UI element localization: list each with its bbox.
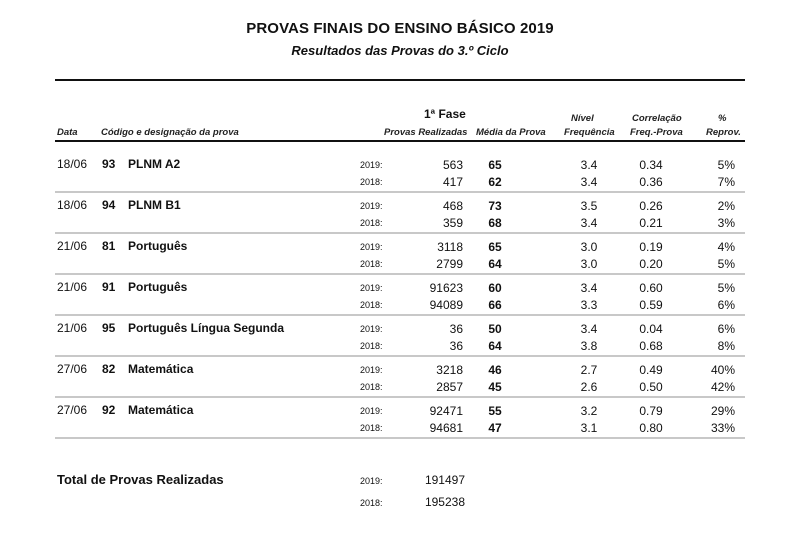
total-value-2019: 191497: [424, 473, 465, 487]
header-corr-2: Freq.-Prova: [630, 127, 683, 138]
year-label: 2019:: [360, 201, 383, 211]
provas-realizadas: 92471: [429, 404, 463, 418]
total-year-2019: 2019:: [360, 476, 383, 486]
nivel-frequencia: 3.8: [580, 339, 598, 353]
provas-realizadas: 91623: [429, 281, 463, 295]
media-prova: 65: [488, 158, 502, 172]
provas-realizadas: 417: [442, 175, 463, 189]
exam-name: Português: [128, 239, 188, 253]
provas-realizadas: 563: [442, 158, 463, 172]
header-corr-1: Correlação: [632, 113, 682, 124]
provas-realizadas: 94089: [429, 298, 463, 312]
table-row-2019: [55, 322, 745, 339]
exam-code: 95: [102, 321, 116, 335]
correlacao: 0.60: [639, 281, 663, 295]
percent-reprov: 5%: [717, 257, 735, 271]
correlacao: 0.49: [639, 363, 663, 377]
percent-reprov: 3%: [717, 216, 735, 230]
media-prova: 68: [488, 216, 502, 230]
provas-realizadas: 94681: [429, 421, 463, 435]
provas-realizadas: 359: [442, 216, 463, 230]
nivel-frequencia: 3.4: [580, 322, 598, 336]
nivel-frequencia: 2.7: [580, 363, 598, 377]
percent-reprov: 6%: [717, 298, 735, 312]
header-codigo: Código e designação da prova: [101, 127, 239, 138]
correlacao: 0.21: [639, 216, 663, 230]
exam-code: 94: [102, 198, 116, 212]
media-prova: 65: [488, 240, 502, 254]
exam-date: 21/06: [57, 321, 88, 335]
correlacao: 0.19: [639, 240, 663, 254]
table-row-2018: [55, 298, 745, 315]
exam-name: Português Língua Segunda: [128, 321, 285, 335]
percent-reprov: 2%: [717, 199, 735, 213]
media-prova: 46: [488, 363, 502, 377]
provas-realizadas: 468: [442, 199, 463, 213]
provas-realizadas: 3118: [437, 240, 463, 254]
media-prova: 55: [488, 404, 502, 418]
percent-reprov: 29%: [710, 404, 735, 418]
exam-date: 18/06: [57, 157, 88, 171]
correlacao: 0.50: [639, 380, 663, 394]
provas-realizadas: 3218: [436, 363, 463, 377]
exam-code: 91: [102, 280, 116, 294]
table-row-2018: [55, 421, 745, 438]
table-row-group: [55, 234, 745, 275]
table-row-2018: [55, 380, 745, 397]
exam-code: 93: [102, 157, 116, 171]
nivel-frequencia: 2.6: [580, 380, 598, 394]
percent-reprov: 7%: [717, 175, 735, 189]
year-label: 2018:: [360, 341, 383, 351]
year-label: 2019:: [360, 283, 383, 293]
correlacao: 0.79: [639, 404, 663, 418]
percent-reprov: 4%: [717, 240, 735, 254]
correlacao: 0.59: [639, 298, 663, 312]
nivel-frequencia: 3.0: [580, 257, 598, 271]
top-rule: [55, 79, 745, 81]
exam-name: Matemática: [128, 403, 194, 417]
exam-name: PLNM B1: [128, 198, 181, 212]
exam-date: 21/06: [57, 280, 88, 294]
table-row-group: [55, 193, 745, 234]
table-row-2019: [55, 281, 745, 298]
percent-reprov: 5%: [717, 158, 735, 172]
header-data: Data: [57, 127, 78, 138]
exam-date: 18/06: [57, 198, 88, 212]
media-prova: 73: [488, 199, 502, 213]
row-separator: [55, 437, 745, 439]
provas-realizadas: 2799: [436, 257, 463, 271]
table-row-group: [55, 398, 745, 439]
total-label: Total de Provas Realizadas: [57, 472, 224, 487]
percent-reprov: 33%: [710, 421, 735, 435]
table-row-2018: [55, 175, 745, 192]
media-prova: 64: [488, 339, 502, 353]
exam-name: Português: [128, 280, 188, 294]
document-title: PROVAS FINAIS DO ENSINO BÁSICO 2019: [246, 20, 554, 37]
correlacao: 0.04: [639, 322, 663, 336]
table-row-2018: [55, 216, 745, 233]
table-row-2018: [55, 257, 745, 274]
exam-code: 92: [102, 403, 116, 417]
document-subtitle: Resultados das Provas do 3.º Ciclo: [291, 43, 509, 58]
percent-reprov: 5%: [717, 281, 735, 295]
exam-date: 27/06: [57, 403, 88, 417]
media-prova: 45: [488, 380, 502, 394]
exam-date: 21/06: [57, 239, 88, 253]
table-row-2019: [55, 158, 745, 175]
year-label: 2018:: [360, 300, 383, 310]
year-label: 2018:: [360, 382, 383, 392]
nivel-frequencia: 3.3: [580, 298, 598, 312]
table-row-2019: [55, 240, 745, 257]
correlacao: 0.26: [639, 199, 663, 213]
header-pct-1: %: [718, 113, 727, 124]
table-row-2019: [55, 404, 745, 421]
nivel-frequencia: 3.5: [580, 199, 598, 213]
correlacao: 0.36: [639, 175, 663, 189]
correlacao: 0.80: [639, 421, 663, 435]
nivel-frequencia: 3.0: [580, 240, 598, 254]
media-prova: 66: [488, 298, 502, 312]
year-label: 2019:: [360, 365, 383, 375]
total-value-2018: 195238: [424, 495, 465, 509]
year-label: 2018:: [360, 423, 383, 433]
year-label: 2018:: [360, 177, 383, 187]
header-nivel-1: Nível: [571, 113, 594, 124]
percent-reprov: 42%: [710, 380, 735, 394]
nivel-frequencia: 3.4: [580, 216, 598, 230]
year-label: 2019:: [360, 242, 383, 252]
table-row-2018: [55, 339, 745, 356]
year-label: 2019:: [360, 324, 383, 334]
table-row-group: [55, 357, 745, 398]
header-nivel-2: Frequência: [564, 127, 615, 138]
table-row-2019: [55, 199, 745, 216]
table-row-group: [55, 316, 745, 357]
media-prova: 50: [488, 322, 502, 336]
nivel-frequencia: 3.1: [580, 421, 598, 435]
header-provas-realizadas: Provas Realizadas: [384, 127, 468, 138]
exam-name: PLNM A2: [128, 157, 181, 171]
provas-realizadas: 36: [449, 339, 463, 353]
correlacao: 0.68: [639, 339, 663, 353]
header-media: Média da Prova: [476, 127, 546, 138]
header-fase: 1ª Fase: [424, 107, 466, 121]
media-prova: 47: [488, 421, 502, 435]
header-pct-2: Reprov.: [706, 127, 741, 138]
year-label: 2019:: [360, 406, 383, 416]
percent-reprov: 40%: [710, 363, 735, 377]
correlacao: 0.20: [639, 257, 663, 271]
year-label: 2019:: [360, 160, 383, 170]
total-year-2018: 2018:: [360, 498, 383, 508]
table-row-group: [55, 275, 745, 316]
media-prova: 64: [488, 257, 502, 271]
correlacao: 0.34: [639, 158, 663, 172]
nivel-frequencia: 3.4: [580, 158, 598, 172]
table-row-group: [55, 152, 745, 193]
provas-realizadas: 2857: [436, 380, 463, 394]
exam-date: 27/06: [57, 362, 88, 376]
exam-name: Matemática: [128, 362, 194, 376]
header-rule: [55, 140, 745, 142]
provas-realizadas: 36: [449, 322, 463, 336]
year-label: 2018:: [360, 218, 383, 228]
media-prova: 60: [488, 281, 502, 295]
nivel-frequencia: 3.4: [580, 175, 598, 189]
exam-code: 82: [102, 362, 116, 376]
exam-code: 81: [102, 239, 116, 253]
nivel-frequencia: 3.2: [580, 404, 598, 418]
percent-reprov: 6%: [717, 322, 735, 336]
media-prova: 62: [488, 175, 502, 189]
percent-reprov: 8%: [717, 339, 735, 353]
table-row-2019: [55, 363, 745, 380]
nivel-frequencia: 3.4: [580, 281, 598, 295]
year-label: 2018:: [360, 259, 383, 269]
